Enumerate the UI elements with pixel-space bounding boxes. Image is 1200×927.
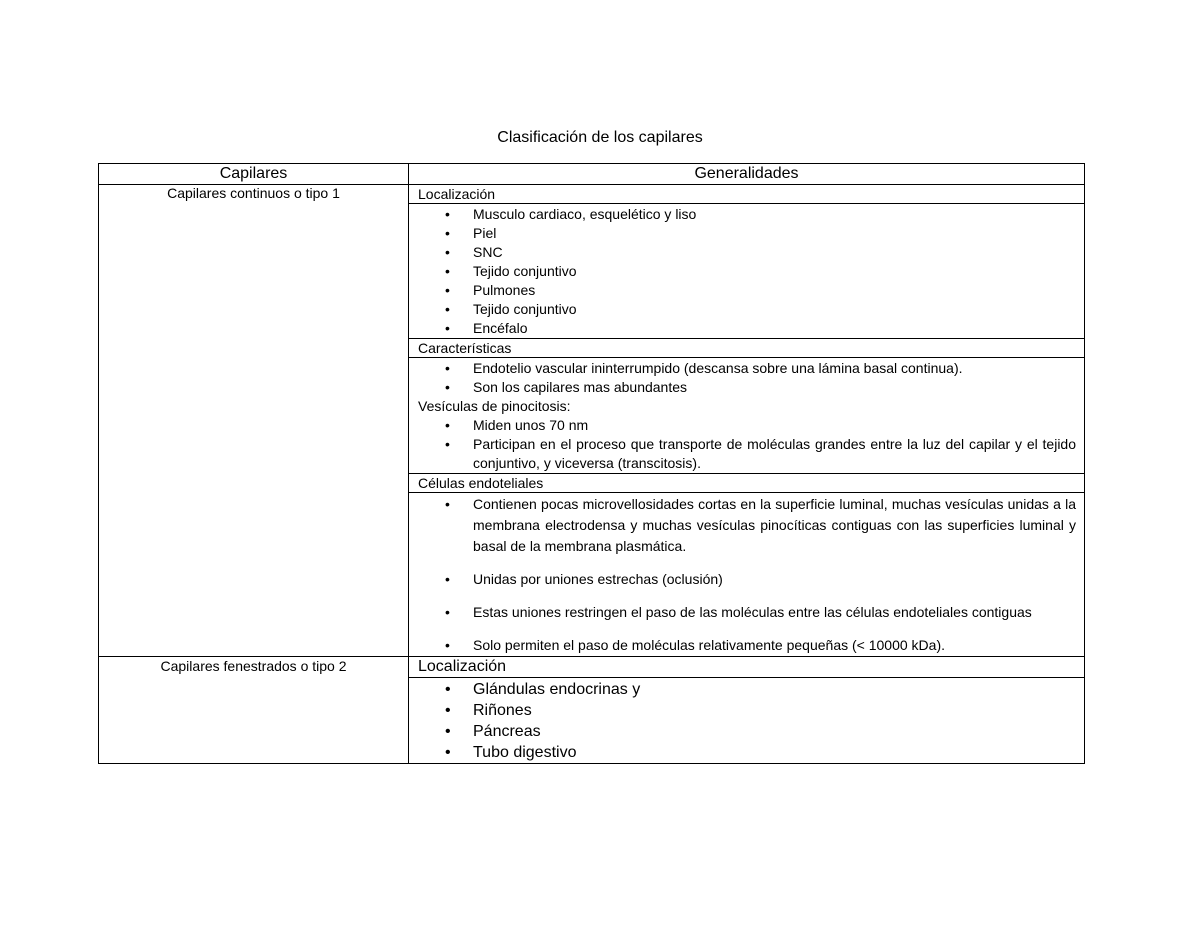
row-label-continuos: Capilares continuos o tipo 1 [99,185,409,657]
list-item: • Contienen pocas microvellosidades cortas en la superficie luminal, muchas vesículas unidas a la membrana electrodensa y muchas vesículas pinocíticas contiguas con las superficies luminal y basal de la membrana plasmática. [418,494,1076,557]
section-heading: Localización [409,657,1084,678]
section-heading: Células endoteliales [409,474,1084,493]
table-row [99,185,1085,657]
capillaries-table [98,163,1085,764]
bullet-list [418,494,1076,656]
generalidades-cell [409,185,1085,657]
section-caracteristicas [409,339,1084,474]
list-item: • SNC [418,243,1076,262]
section-localizacion [409,657,1084,763]
list-item: • Estas uniones restringen el paso de las moléculas entre las células endoteliales contiguas [418,602,1076,623]
section-heading: Características [409,339,1084,358]
header-capilares: Capilares [99,164,409,185]
list-item: • Endotelio vascular ininterrumpido (descansa sobre una lámina basal continua). [418,359,1076,378]
bullet-list [418,205,1076,338]
table-row [99,657,1085,764]
section-heading: Localización [409,185,1084,204]
section-localizacion [409,185,1084,339]
table-header-row [99,164,1085,185]
list-item: • Pulmones [418,281,1076,300]
list-item: • Tubo digestivo [418,742,1076,763]
list-item: • Son los capilares mas abundantes [418,378,1076,397]
list-item: • Encéfalo [418,319,1076,338]
list-item: • Unidas por uniones estrechas (oclusión) [418,569,1076,590]
bullet-list [418,416,1076,473]
list-item: • Páncreas [418,721,1076,742]
list-item: • Musculo cardiaco, esquelético y liso [418,205,1076,224]
bullet-list [418,679,1076,763]
section-celulas-endoteliales [409,474,1084,656]
document-title: Clasificación de los capilares [497,129,703,146]
list-item: • Participan en el proceso que transporte de moléculas grandes entre la luz del capilar y el tejido conjuntivo, y viceversa (transcitosis). [418,435,1076,473]
list-item: • Glándulas endocrinas y [418,679,1076,700]
header-generalidades: Generalidades [409,164,1085,185]
generalidades-cell [409,657,1085,764]
subheading-vesiculas: Vesículas de pinocitosis: [418,398,571,414]
list-item: • Solo permiten el paso de moléculas relativamente pequeñas (< 10000 kDa). [418,635,1076,656]
row-label-fenestrados: Capilares fenestrados o tipo 2 [99,657,409,764]
list-item: • Tejido conjuntivo [418,262,1076,281]
bullet-list [418,359,1076,397]
list-item: • Tejido conjuntivo [418,300,1076,319]
list-item: • Riñones [418,700,1076,721]
list-item: • Miden unos 70 nm [418,416,1076,435]
list-item: • Piel [418,224,1076,243]
